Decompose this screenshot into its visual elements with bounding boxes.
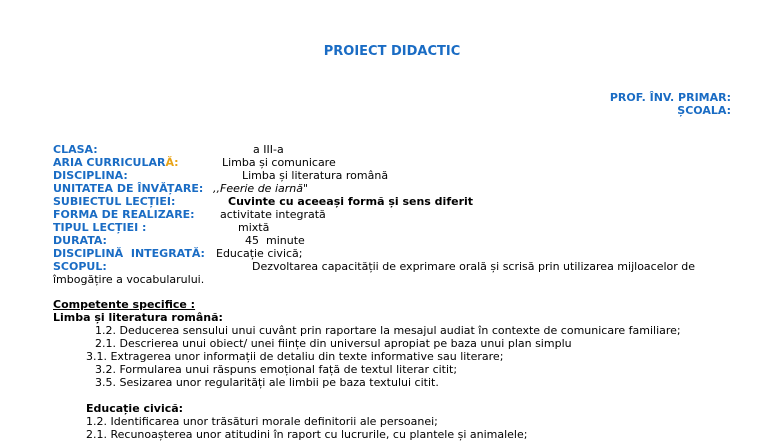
competence-item: 1.2. Identificarea unor trăsături morale definitorii ale persoanei; [86,415,438,428]
lesson-subject-value: Cuvinte cu aceeași formă și sens diferit [228,195,474,208]
class-value: a III-a [253,143,284,156]
lesson-type-value: mixtă [238,221,270,234]
integrated-discipline-value: Educație civică; [216,247,303,260]
class-label: CLASA: [53,143,98,156]
learning-unit-label: UNITATEA DE ÎNVĂȚARE: [53,182,204,195]
competence-item: 3.5. Sesizarea unor regularități ale limbii pe baza textului citit. [95,376,439,389]
teacher-label: PROF. ÎNV. PRIMAR: [609,91,731,104]
lesson-type-label: TIPUL LECȚIEI : [53,221,147,234]
purpose-value-continued: îmbogățire a vocabularului. [53,273,205,286]
school-label: ȘCOALA: [677,104,731,117]
competence-item: 3.2. Formularea unui răspuns emoțional față de textul literar citit; [95,363,458,376]
curricular-area-label [53,156,179,169]
competences-heading: Competente specifice : [53,298,196,311]
purpose-label: SCOPUL: [53,260,107,273]
document-title: PROIECT DIDACTIC [323,44,461,59]
competence-item: 3.1. Extragerea unor informații de detaliu din texte informative sau literare; [86,350,504,363]
curricular-area-label-accent: Ă: [165,156,179,169]
lesson-subject-label: SUBIECTUL LECȚIEI: [53,195,176,208]
romanian-heading: Limba și literatura română: [53,311,223,324]
curricular-area-label-text: ARIA CURRICULAR [53,156,166,169]
learning-unit-value: ,,Feerie de iarnă" [213,182,309,195]
curricular-area-value: Limba și comunicare [222,156,336,169]
competence-item: 1.2. Deducerea sensului unui cuvânt prin raportare la mesajul audiat în contexte de comunicare familiare; [95,324,681,337]
duration-value: 45 minute [245,234,305,247]
civic-heading: Educație civică: [86,402,184,415]
form-value: activitate integrată [220,208,326,221]
discipline-label: DISCIPLINA: [53,169,128,182]
competence-item: 2.1. Recunoașterea unor atitudini în raport cu lucrurile, cu plantele și animalele; [86,428,528,441]
form-label: FORMA DE REALIZARE: [53,208,195,221]
integrated-discipline-label: DISCIPLINĂ INTEGRATĂ: [53,247,205,260]
duration-label: DURATA: [53,234,107,247]
purpose-value: Dezvoltarea capacității de exprimare orală și scrisă prin utilizarea mijloacelor de [252,260,696,273]
discipline-value: Limba și literatura română [242,169,389,182]
competence-item: 2.1. Descrierea unui obiect/ unei ființe din universul apropiat pe baza unui plan simplu [95,337,572,350]
